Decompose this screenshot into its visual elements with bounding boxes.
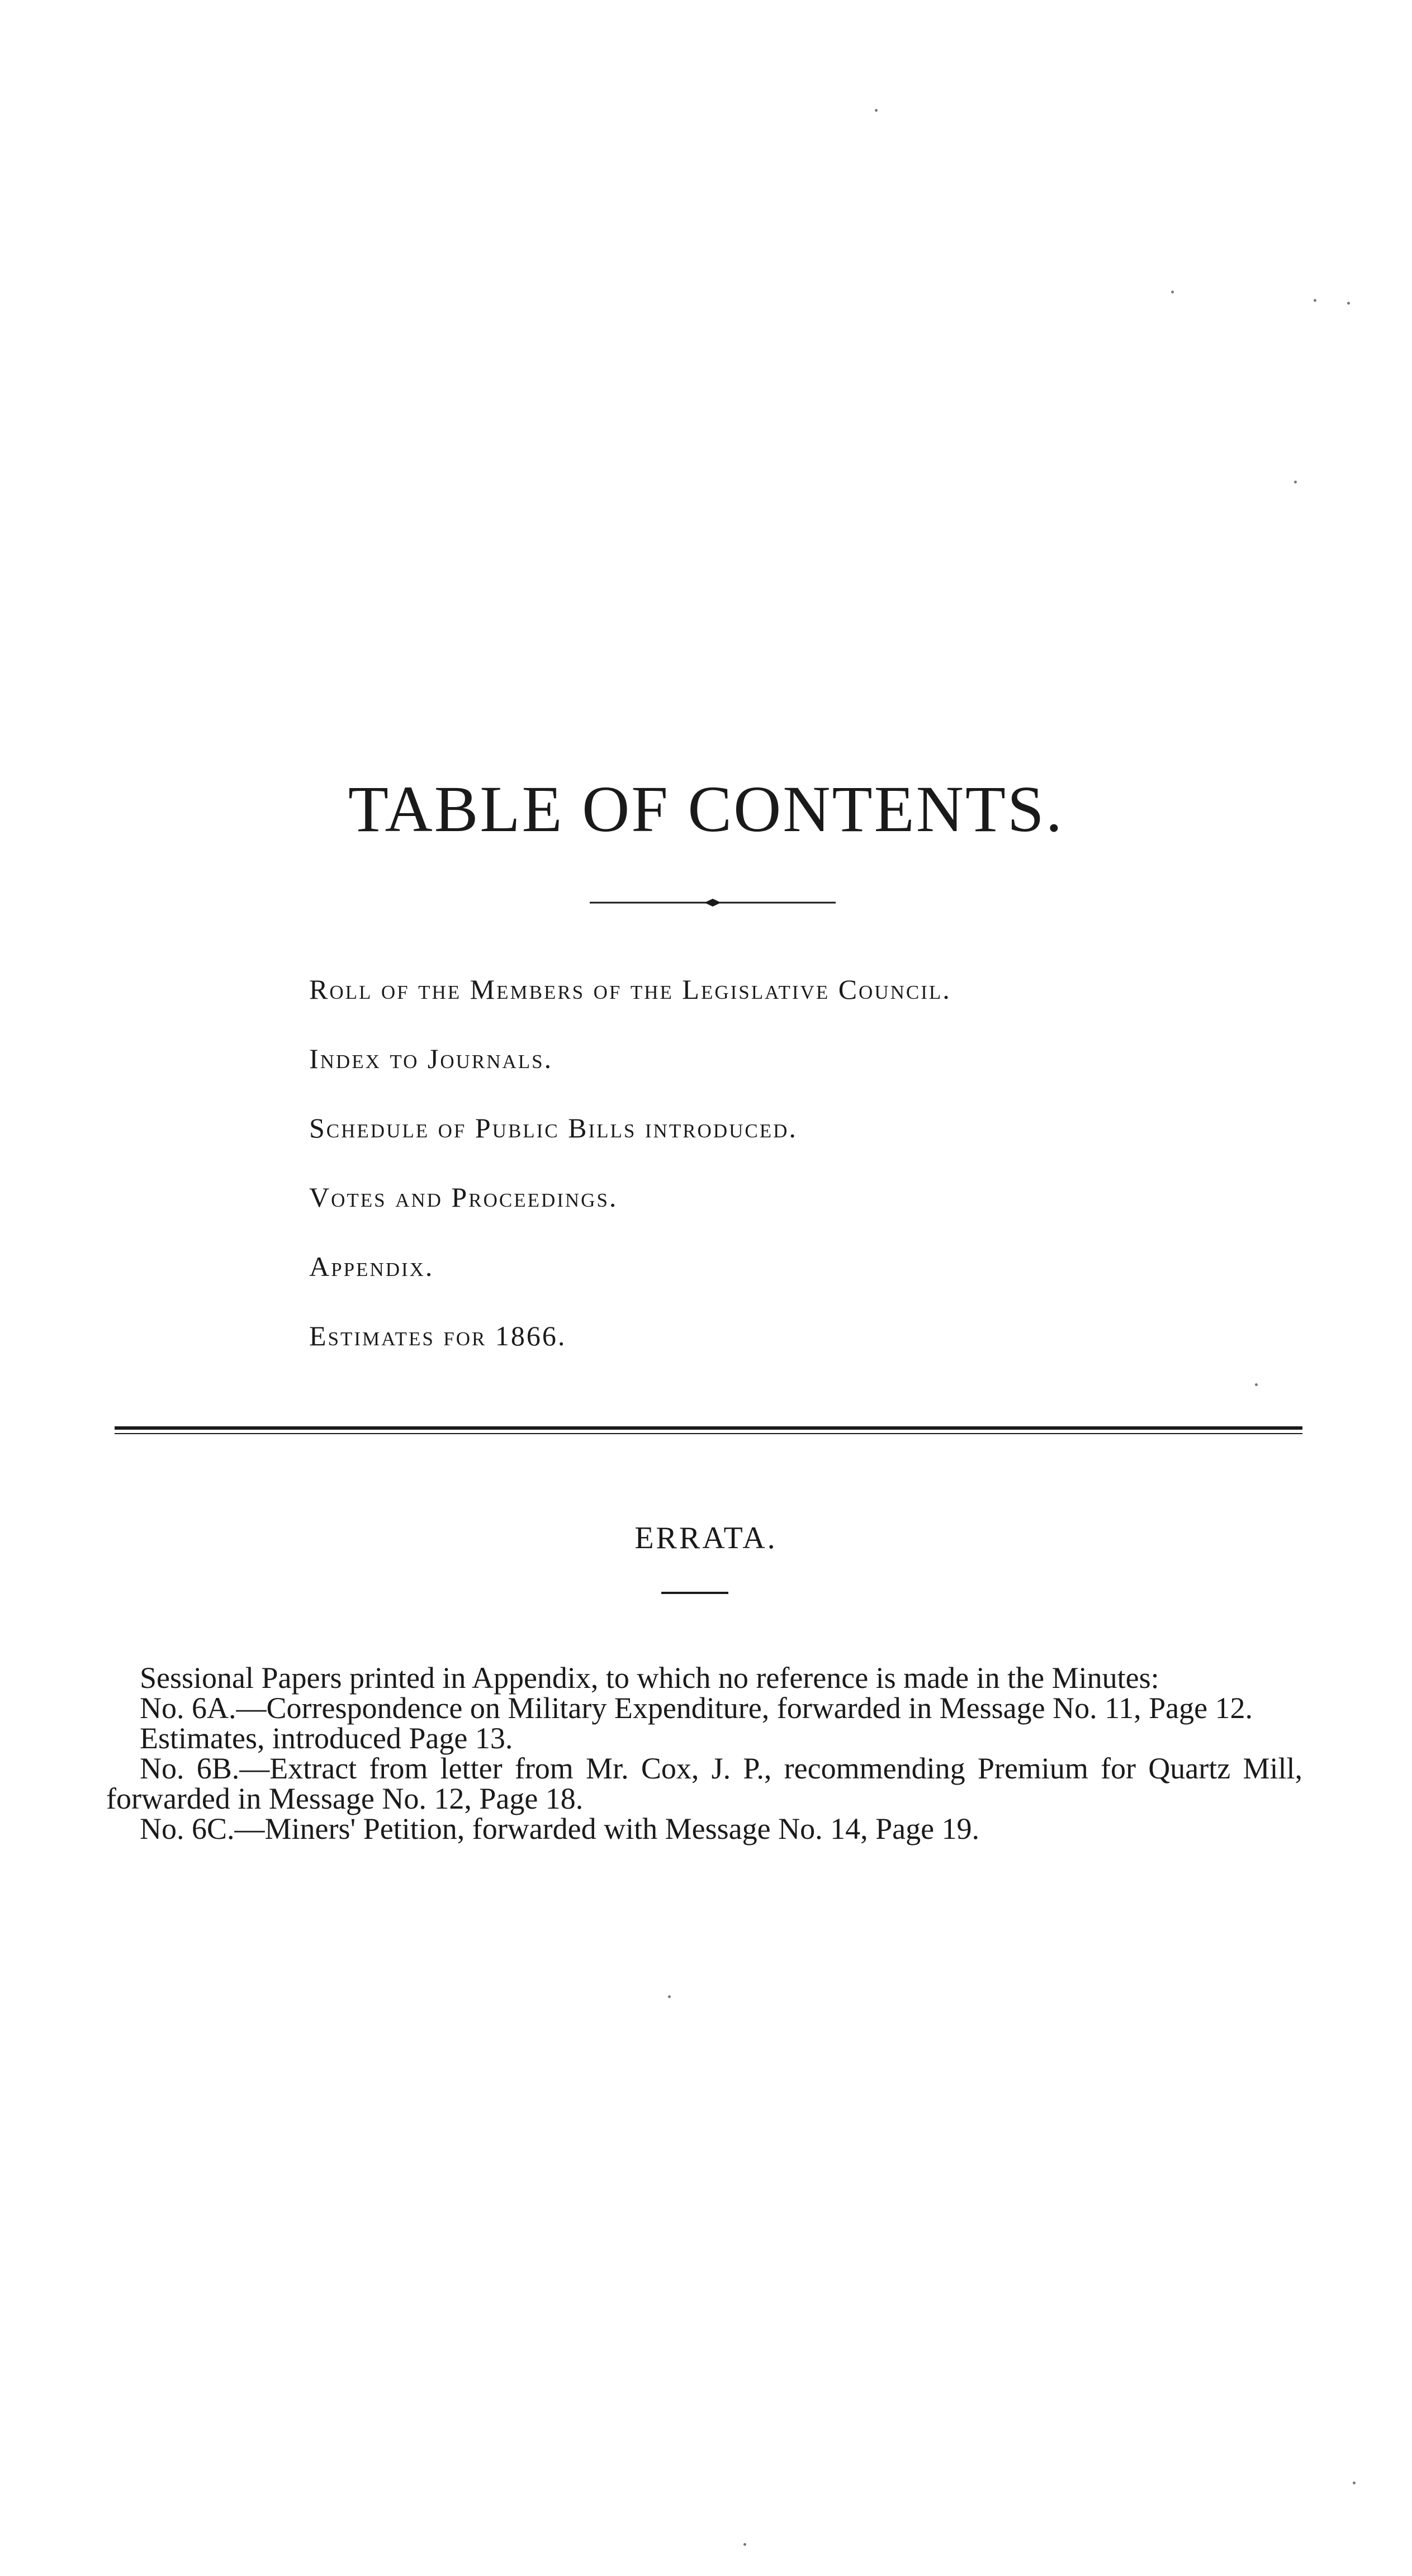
table-of-contents-list	[309, 972, 951, 1388]
double-rule-divider	[115, 1425, 1302, 1438]
toc-item-index: Index to Journals.	[309, 1043, 553, 1074]
scan-speck	[743, 2543, 746, 2546]
toc-item-appendix: Appendix.	[309, 1251, 434, 1282]
errata-item-6a: No. 6A.—Correspondence on Military Expenditure, forwarded in Message No. 11, Page 12.	[140, 1691, 1253, 1725]
table-of-contents-title: TABLE OF CONTENTS.	[348, 772, 1064, 846]
scan-speck	[1171, 291, 1174, 293]
ornament-divider	[590, 897, 836, 908]
toc-item-estimates: Estimates for 1866.	[309, 1320, 567, 1351]
scan-speck	[1294, 481, 1297, 483]
scan-speck	[1255, 1383, 1258, 1386]
toc-item-votes: Votes and Proceedings.	[309, 1182, 618, 1213]
scan-speck	[1314, 299, 1316, 302]
scan-speck	[875, 109, 878, 112]
errata-title: ERRATA.	[634, 1521, 778, 1555]
toc-item-roll: Roll of the Members of the Legislative Council.	[309, 974, 951, 1005]
errata-item-6b: No. 6B.—Extract from letter from Mr. Cox, J. P., recommending Premium for Quartz Mill, forwarded in Message No. 12, Page 18.	[106, 1752, 1302, 1815]
short-rule-divider	[661, 1592, 728, 1594]
scan-speck	[1347, 302, 1350, 305]
errata-intro: Sessional Papers printed in Appendix, to which no reference is made in the Minutes:	[140, 1661, 1159, 1695]
errata-item-6c: No. 6C.—Miners' Petition, forwarded with Message No. 14, Page 19.	[140, 1812, 980, 1846]
scan-speck	[1353, 2482, 1356, 2484]
errata-body	[106, 1663, 1302, 1844]
errata-item-estimates: Estimates, introduced Page 13.	[140, 1721, 513, 1755]
scan-speck	[668, 1995, 671, 1998]
toc-item-schedule: Schedule of Public Bills introduced.	[309, 1112, 798, 1144]
